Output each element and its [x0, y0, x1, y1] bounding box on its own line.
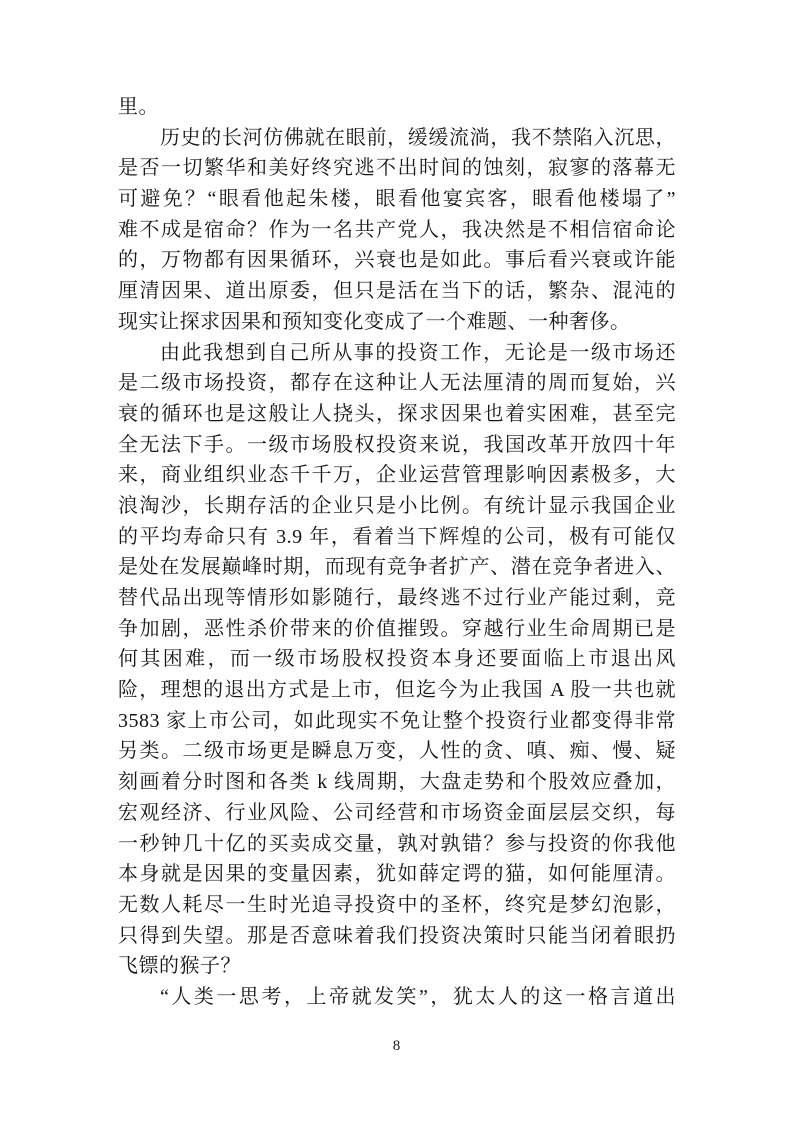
text-line: 险，理想的退出方式是上市，但迄今为止我国 A 股一共也就	[118, 679, 676, 702]
text-line: 一秒钟几十亿的买卖成交量，孰对孰错？参与投资的你我他	[118, 832, 676, 855]
text-line: 由此我想到自己所从事的投资工作，无论是一级市场还	[160, 341, 676, 364]
text-line: 的平均寿命只有 3.9 年，看着当下辉煌的公司，极有可能仅	[118, 525, 676, 548]
text-line: 现实让探求因果和预知变化变成了一个难题、一种奢侈。	[118, 310, 631, 333]
text-line: 3583 家上市公司，如此现实不免让整个投资行业都变得非常	[118, 709, 676, 732]
text-line: 替代品出现等情形如影随行，最终逃不过行业产能过剩，竞	[118, 587, 676, 609]
text-line: 浪淘沙，长期存活的企业只是小比例。有统计显示我国企业	[118, 494, 676, 517]
text-line: 是二级市场投资，都存在这种让人无法厘清的周而复始，兴	[118, 372, 676, 395]
text-line: 里。	[118, 96, 159, 118]
text-line: 历史的长河仿佛就在眼前，缓缓流淌，我不禁陷入沉思，	[160, 126, 676, 149]
text-line: 的，万物都有因果循环，兴衰也是如此。事后看兴衰或许能	[118, 249, 676, 272]
text-line: 何其困难，而一级市场股权投资本身还要面临上市退出风	[118, 648, 676, 671]
text-line: 本身就是因果的变量因素，犹如薛定谔的猫，如何能厘清。	[118, 863, 676, 886]
text-line: 宏观经济、行业风险、公司经营和市场资金面层层交织，每	[118, 801, 676, 824]
text-line: 是处在发展巅峰时期，而现有竞争者扩产、潜在竞争者进入、	[118, 556, 676, 579]
text-line: 只得到失望。那是否意味着我们投资决策时只能当闭着眼扔	[118, 924, 676, 947]
text-line: 难不成是宿命？作为一名共产党人，我决然是不相信宿命论	[118, 218, 676, 241]
text-line: 厘清因果、道出原委，但只是活在当下的话，繁杂、混沌的	[118, 280, 676, 303]
text-line: 另类。二级市场更是瞬息万变，人性的贪、嗔、痴、慢、疑	[118, 740, 676, 763]
text-line: 争加剧，恶性杀价带来的价值摧毁。穿越行业生命周期已是	[118, 617, 676, 640]
text-line: 飞镖的猴子？	[118, 955, 241, 978]
text-block	[118, 92, 676, 1013]
text-line: 刻画着分时图和各类 k 线周期，大盘走势和个股效应叠加，	[118, 771, 676, 794]
text-line: 可避免？“眼看他起朱楼，眼看他宴宾客，眼看他楼塌了”	[118, 188, 676, 211]
text-line: 衰的循环也是这般让人挠头，探求因果也着实困难，甚至完	[118, 402, 676, 425]
text-line: 无数人耗尽一生时光追寻投资中的圣杯，终究是梦幻泡影，	[118, 893, 676, 916]
text-line: 来，商业组织业态千千万，企业运营管理影响因素极多，大	[118, 464, 676, 487]
text-line: 是否一切繁华和美好终究逃不出时间的蚀刻，寂寥的落幕无	[118, 157, 676, 180]
page-number: 8	[392, 1038, 401, 1054]
text-line: “人类一思考，上帝就发笑”，犹太人的这一格言道出	[160, 985, 676, 1008]
text-line: 全无法下手。一级市场股权投资来说，我国改革开放四十年	[118, 433, 676, 456]
